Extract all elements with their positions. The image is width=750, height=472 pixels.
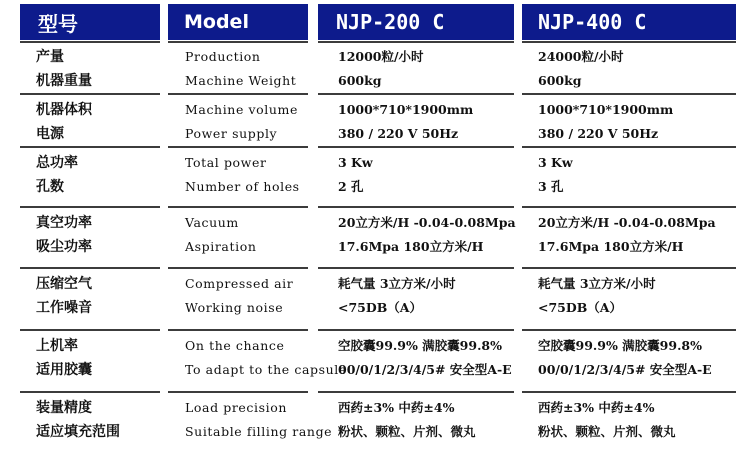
row-separator: [318, 146, 514, 148]
row-separator: [318, 329, 514, 331]
spec-label-en: Power supply: [185, 125, 278, 141]
header-model: Model: [168, 4, 308, 40]
row-separator: [168, 329, 308, 331]
spec-value-njp-400c: 3 孔: [538, 179, 564, 194]
spec-value-njp-200c: 380 / 220 V 50Hz: [338, 125, 459, 141]
spec-value-njp-200c: 600kg: [338, 72, 382, 88]
spec-label-cn: 装量精度: [36, 400, 92, 416]
row-separator: [168, 391, 308, 393]
spec-label-cn: 压缩空气: [36, 276, 92, 292]
row-separator: [318, 41, 514, 43]
spec-value-njp-200c: <75DB（A）: [338, 300, 422, 315]
spec-label-en: Vacuum: [185, 214, 239, 230]
row-separator: [168, 41, 308, 43]
header-type-cn: 型号: [20, 4, 160, 40]
spec-value-njp-200c: 12000粒/小时: [338, 49, 424, 64]
spec-label-cn: 电源: [36, 126, 64, 142]
spec-value-njp-200c: 20立方米/H -0.04-0.08Mpa: [338, 215, 516, 230]
spec-label-cn: 机器体积: [36, 102, 92, 118]
spec-label-cn: 适应填充范围: [36, 424, 120, 440]
spec-label-en: Total power: [185, 154, 267, 170]
spec-value-njp-200c: 1000*710*1900mm: [338, 101, 474, 117]
spec-value-njp-200c: 2 孔: [338, 179, 364, 194]
spec-value-njp-200c: 3 Kw: [338, 154, 373, 170]
row-separator: [168, 267, 308, 269]
spec-label-cn: 真空功率: [36, 215, 92, 231]
spec-value-njp-400c: 00/0/1/2/3/4/5# 安全型A-E: [538, 362, 712, 377]
header-njp-400c: NJP-400 C: [522, 4, 736, 40]
spec-value-njp-200c: 耗气量 3立方米/小时: [338, 276, 456, 291]
spec-label-en: Load precision: [185, 399, 288, 415]
row-separator: [318, 93, 514, 95]
spec-group: [0, 210, 750, 262]
row-separator: [522, 146, 736, 148]
table-header: [0, 4, 750, 40]
spec-label-en: Working noise: [185, 299, 284, 315]
spec-group: [0, 395, 750, 447]
spec-value-njp-400c: <75DB（A）: [538, 300, 622, 315]
spec-label-cn: 孔数: [36, 179, 64, 195]
spec-group: [0, 333, 750, 385]
row-separator: [20, 206, 160, 208]
row-separator: [522, 93, 736, 95]
row-separator: [168, 146, 308, 148]
spec-label-en: Aspiration: [185, 238, 257, 254]
spec-value-njp-400c: 600kg: [538, 72, 582, 88]
row-separator: [318, 267, 514, 269]
spec-label-cn: 总功率: [36, 155, 78, 171]
spec-label-en: Compressed air: [185, 275, 294, 291]
spec-value-njp-400c: 17.6Mpa 180立方米/H: [538, 239, 684, 254]
spec-value-njp-400c: 空胶囊99.9% 满胶囊99.8%: [538, 338, 702, 353]
row-separator: [522, 41, 736, 43]
spec-value-njp-200c: 西药±3% 中药±4%: [338, 400, 455, 415]
spec-value-njp-400c: 西药±3% 中药±4%: [538, 400, 655, 415]
spec-value-njp-200c: 17.6Mpa 180立方米/H: [338, 239, 484, 254]
spec-value-njp-200c: 00/0/1/2/3/4/5# 安全型A-E: [338, 362, 512, 377]
spec-label-cn: 机器重量: [36, 73, 92, 89]
spec-value-njp-400c: 1000*710*1900mm: [538, 101, 674, 117]
header-njp-200c: NJP-200 C: [318, 4, 514, 40]
spec-label-en: Machine volume: [185, 101, 299, 117]
row-separator: [20, 93, 160, 95]
spec-label-cn: 适用胶囊: [36, 362, 92, 378]
row-separator: [168, 93, 308, 95]
spec-label-en: Production: [185, 48, 261, 64]
row-separator: [318, 206, 514, 208]
spec-value-njp-400c: 24000粒/小时: [538, 49, 624, 64]
spec-group: [0, 150, 750, 202]
spec-label-cn: 上机率: [36, 338, 78, 354]
spec-label-en: Number of holes: [185, 178, 300, 194]
row-separator: [522, 329, 736, 331]
spec-group: [0, 44, 750, 96]
spec-group: [0, 271, 750, 323]
spec-value-njp-400c: 3 Kw: [538, 154, 573, 170]
spec-value-njp-400c: 粉状、颗粒、片剂、微丸: [538, 424, 676, 439]
spec-label-en: To adapt to the capsule: [185, 361, 347, 377]
spec-label-cn: 工作噪音: [36, 300, 92, 316]
spec-value-njp-400c: 20立方米/H -0.04-0.08Mpa: [538, 215, 716, 230]
spec-label-en: On the chance: [185, 337, 285, 353]
row-separator: [20, 146, 160, 148]
row-separator: [522, 206, 736, 208]
spec-label-cn: 吸尘功率: [36, 239, 92, 255]
spec-group: [0, 97, 750, 149]
spec-label-cn: 产量: [36, 49, 64, 65]
row-separator: [522, 267, 736, 269]
row-separator: [20, 41, 160, 43]
row-separator: [522, 391, 736, 393]
spec-label-en: Suitable filling range: [185, 423, 333, 439]
row-separator: [20, 329, 160, 331]
spec-label-en: Machine Weight: [185, 72, 297, 88]
spec-value-njp-400c: 耗气量 3立方米/小时: [538, 276, 656, 291]
row-separator: [318, 391, 514, 393]
spec-value-njp-200c: 空胶囊99.9% 满胶囊99.8%: [338, 338, 502, 353]
spec-value-njp-400c: 380 / 220 V 50Hz: [538, 125, 659, 141]
row-separator: [168, 206, 308, 208]
row-separator: [20, 391, 160, 393]
spec-value-njp-200c: 粉状、颗粒、片剂、微丸: [338, 424, 476, 439]
row-separator: [20, 267, 160, 269]
